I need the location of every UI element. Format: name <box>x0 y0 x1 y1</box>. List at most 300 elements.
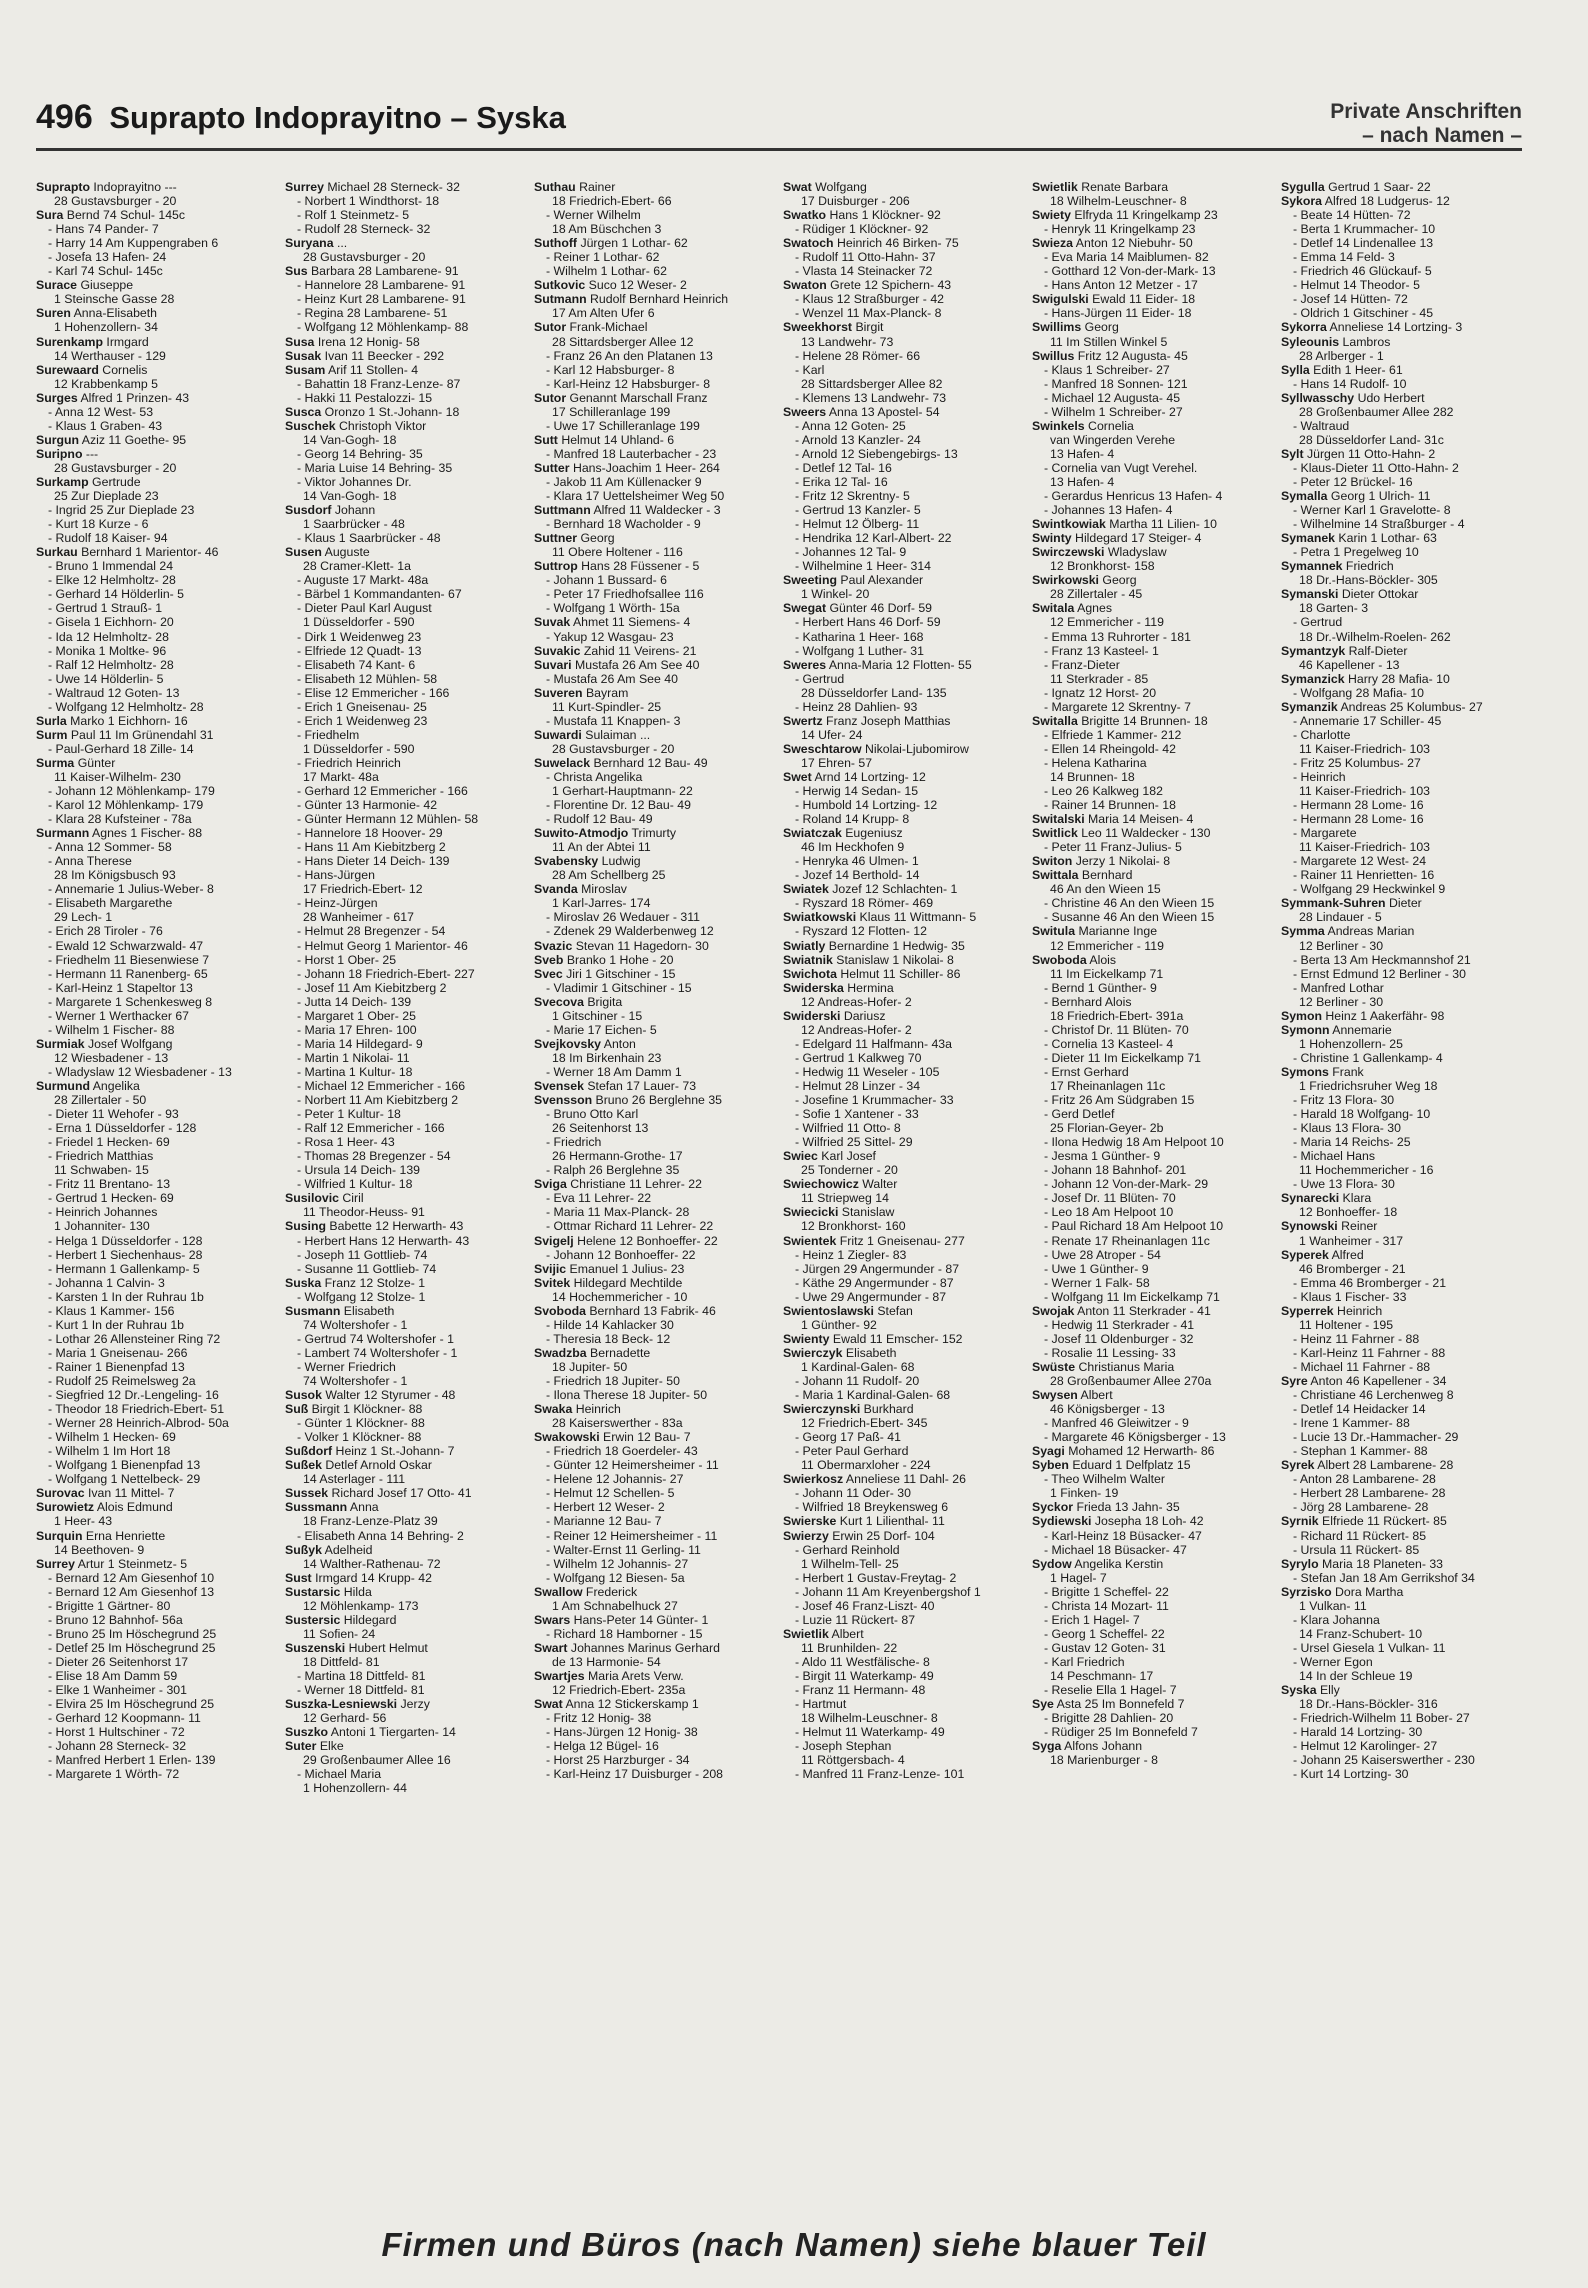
directory-entry: Swatoch Heinrich 46 Birken- 75 <box>783 236 959 251</box>
directory-entry: 14 Walther-Rathenau- 72 <box>303 1556 441 1571</box>
directory-entry: Surewaard Cornelis <box>36 362 148 377</box>
directory-entry: - Horst 25 Harzburger - 34 <box>546 1753 690 1768</box>
directory-entry: Suwito-Atmodjo Trimurty <box>534 826 677 841</box>
directory-entry: - Klaus 1 Kammer- 156 <box>48 1303 175 1318</box>
directory-entry: - Rainer 1 Bienenpfad 13 <box>48 1359 185 1374</box>
directory-entry: - Christa Angelika <box>546 769 643 784</box>
directory-entry: 11 Kaiser-Friedrich- 103 <box>1299 784 1430 799</box>
directory-entry: - Richard 11 Rückert- 85 <box>1293 1528 1427 1543</box>
directory-entry: - Reselie Ella 1 Hagel- 7 <box>1044 1683 1177 1698</box>
directory-entry: Suvakic Zahid 11 Veirens- 21 <box>534 643 697 658</box>
directory-entry: - Helmut Georg 1 Marientor- 46 <box>297 938 468 953</box>
directory-entry: - Hermann 1 Gallenkamp- 5 <box>48 1261 200 1276</box>
directory-entry: - Mustafa 26 Am See 40 <box>546 671 678 686</box>
directory-entry: Susam Arif 11 Stollen- 4 <box>285 362 419 377</box>
directory-entry: Swatko Hans 1 Klöckner- 92 <box>783 208 941 223</box>
directory-entry: - Johann 12 Von-der-Mark- 29 <box>1044 1177 1209 1192</box>
directory-entry: - Maria 1 Gneisenau- 266 <box>48 1345 188 1360</box>
directory-entry: 1 Karl-Jarres- 174 <box>552 896 651 911</box>
directory-entry: - Vladimir 1 Gitschiner - 15 <box>546 980 692 995</box>
directory-entry: - Bernhard 18 Wacholder - 9 <box>546 517 701 532</box>
directory-entry: - Wolfgang 12 Möhlenkamp- 88 <box>297 320 469 335</box>
directory-entry: - Eva 11 Lehrer- 22 <box>546 1191 652 1206</box>
directory-entry: - Karl-Heinz 17 Duisburger - 208 <box>546 1767 724 1782</box>
directory-entry: 12 Friedrich-Ebert- 235a <box>552 1683 686 1698</box>
directory-entry: - Rüdiger 1 Klöckner- 92 <box>795 222 929 237</box>
directory-entry: Susak Ivan 11 Beecker - 292 <box>285 348 445 363</box>
directory-entry: 18 Jupiter- 50 <box>552 1359 628 1374</box>
directory-entry: - Johann 12 Möhlenkamp- 179 <box>48 784 215 799</box>
directory-entry: Svitek Hildegard Mechtilde <box>534 1275 683 1290</box>
directory-entry: 17 Markt- 48a <box>303 769 379 784</box>
directory-entry: - Günter 13 Harmonie- 42 <box>297 798 438 813</box>
directory-entry: Swertz Franz Joseph Matthias <box>783 713 951 728</box>
directory-entry: - Gotthard 12 Von-der-Mark- 13 <box>1044 264 1216 279</box>
directory-entry: - Hans-Jürgen 11 Eider- 18 <box>1044 306 1192 321</box>
directory-entry: - Martina 18 Dittfeld- 81 <box>297 1668 426 1683</box>
directory-entry: Suveren Bayram <box>534 685 629 700</box>
directory-entry: 1 Wanheimer - 317 <box>1299 1233 1404 1248</box>
directory-entry: - Zdenek 29 Walderbenweg 12 <box>546 924 714 939</box>
directory-entry: 46 Im Heckhofen 9 <box>801 840 905 855</box>
directory-entry: - Lambert 74 Woltershofer - 1 <box>297 1345 458 1360</box>
directory-entry: 11 Kaiser-Wilhelm- 230 <box>54 769 181 784</box>
directory-entry: - Johann 12 Bonhoeffer- 22 <box>546 1247 696 1262</box>
directory-entry: - Christine 46 An den Wieen 15 <box>1044 896 1215 911</box>
directory-entry: - Miroslav 26 Wedauer - 311 <box>546 910 701 925</box>
directory-entry: - Margarete 1 Wörth- 72 <box>48 1767 180 1782</box>
directory-entry: 11 Hochemmericher - 16 <box>1299 1163 1434 1178</box>
directory-entry: Syperek Alfred <box>1281 1247 1364 1262</box>
directory-entry: Sydow Angelika Kerstin <box>1032 1556 1164 1571</box>
directory-entry: Sutmann Rudolf Bernhard Heinrich <box>534 292 729 307</box>
directory-entry: - Hilde 14 Kahlacker 30 <box>546 1317 674 1332</box>
directory-entry: - Michael 12 Emmericher - 166 <box>297 1079 466 1093</box>
directory-entry: 14 Ufer- 24 <box>801 727 863 742</box>
directory-entry: Swiatly Bernardine 1 Hedwig- 35 <box>783 938 965 953</box>
directory-entry: - Gerhard 12 Emmericher - 166 <box>297 784 468 799</box>
directory-entry: - Susanne 46 An den Wieen 15 <box>1044 910 1215 925</box>
directory-entry: 28 Sittardsberger Allee 82 <box>801 376 943 391</box>
directory-entry: - Gerardus Henricus 13 Hafen- 4 <box>1044 489 1223 504</box>
directory-entry: - Dirk 1 Weidenweg 23 <box>297 629 422 644</box>
directory-entry: Susdorf Johann <box>285 503 376 518</box>
directory-entry: Swinty Hildegard 17 Steiger- 4 <box>1032 531 1202 546</box>
directory-entry: Surm Paul 11 Im Grünendahl 31 <box>36 727 214 742</box>
directory-entry: - Wilfried 1 Kultur- 18 <box>297 1177 413 1192</box>
directory-entry: - Elfriede 1 Kammer- 212 <box>1044 727 1182 742</box>
directory-entry: - Birgit 11 Waterkamp- 49 <box>795 1668 934 1683</box>
directory-entry: - Rudolf 12 Bau- 49 <box>546 812 653 827</box>
directory-entry: - Johann 28 Sterneck- 32 <box>48 1739 187 1754</box>
directory-entry: Susen Auguste <box>285 545 370 560</box>
directory-entry: Swietlik Renate Barbara <box>1032 180 1169 194</box>
directory-entry: Svoboda Bernhard 13 Fabrik- 46 <box>534 1303 716 1318</box>
directory-entry: Swiechowicz Walter <box>783 1177 898 1192</box>
directory-entry: 12 Bronkhorst- 160 <box>801 1219 906 1234</box>
directory-entry: - Reiner 1 Lothar- 62 <box>546 250 660 265</box>
directory-entry: 12 Möhlenkamp- 173 <box>303 1598 419 1613</box>
directory-entry: - Paul Richard 18 Am Helpoot 10 <box>1044 1219 1224 1234</box>
footer-note: Firmen und Büros (nach Namen) siehe blauer Teil <box>381 2226 1207 2263</box>
directory-column-4 <box>783 180 1025 2190</box>
directory-entry: - Charlotte <box>1293 727 1351 742</box>
directory-entry: - Ottmar Richard 11 Lehrer- 22 <box>546 1219 714 1234</box>
directory-entry: 12 Andreas-Hofer- 2 <box>801 994 912 1009</box>
directory-entry: - Karl-Heinz 11 Fahrner - 88 <box>1293 1345 1446 1360</box>
directory-entry: - Fritz 13 Flora- 30 <box>1293 1093 1395 1108</box>
directory-entry: - Werner 18 Am Damm 1 <box>546 1064 682 1079</box>
directory-entry: 1 Kardinal-Galen- 68 <box>801 1359 915 1374</box>
directory-entry: - Rudolf 11 Otto-Hahn- 37 <box>795 250 936 265</box>
directory-entry: Syrylo Maria 18 Planeten- 33 <box>1281 1556 1444 1571</box>
directory-entry: Swet Arnd 14 Lortzing- 12 <box>783 769 926 784</box>
directory-entry: 1 Winkel- 20 <box>801 587 870 602</box>
directory-entry: 1 Düsseldorfer - 590 <box>303 741 415 756</box>
directory-entry: - Helmut 14 Theodor- 5 <box>1293 278 1420 293</box>
directory-entry: Swillus Fritz 12 Augusta- 45 <box>1032 348 1188 363</box>
directory-entry: - Berta 13 Am Heckmannshof 21 <box>1293 952 1471 967</box>
directory-entry: 14 Asterlager - 111 <box>303 1472 406 1487</box>
directory-entry: - Kurt 1 In der Ruhrau 1b <box>48 1317 185 1332</box>
directory-column-5 <box>1032 180 1274 2190</box>
header-rule <box>36 148 1522 151</box>
directory-entry: - Theo Wilhelm Walter <box>1044 1472 1165 1487</box>
directory-entry: - Elisabeth 12 Mühlen- 58 <box>297 671 438 686</box>
directory-entry: - Erich 1 Gneisenau- 25 <box>297 699 427 714</box>
directory-entry: - Josef Dr. 11 Blüten- 70 <box>1044 1191 1176 1206</box>
directory-entry: - Maria Luise 14 Behring- 35 <box>297 460 453 475</box>
directory-entry: 1 Gitschiner - 15 <box>552 1008 643 1023</box>
directory-entry: - Michael Maria <box>297 1767 382 1782</box>
directory-entry: - Rainer 14 Brunnen- 18 <box>1044 798 1176 813</box>
directory-entry: - Herbert Hans 12 Herwarth- 43 <box>297 1233 470 1248</box>
directory-entry: - Hannelore 18 Hoover- 29 <box>297 826 443 841</box>
directory-entry: - Wolfgang 11 Im Eickelkamp 71 <box>1044 1289 1220 1304</box>
directory-entry: - Ernst Edmund 12 Berliner - 30 <box>1293 966 1466 981</box>
directory-entry: Syska Elly <box>1281 1683 1340 1698</box>
directory-entry: 18 Friedrich-Ebert- 391a <box>1050 1008 1184 1023</box>
directory-entry: - Karol 12 Möhlenkamp- 179 <box>48 798 204 813</box>
directory-entry: Svijic Emanuel 1 Julius- 23 <box>534 1261 685 1276</box>
page-number: 496 <box>36 98 93 136</box>
directory-entry: - Friedel 1 Hecken- 69 <box>48 1135 170 1150</box>
directory-entry: Susa Irena 12 Honig- 58 <box>285 334 420 349</box>
directory-entry: - Josef 11 Am Kiebitzberg 2 <box>297 980 447 995</box>
directory-entry: - Bernard 12 Am Giesenhof 10 <box>48 1570 215 1585</box>
directory-entry: - Karl-Heinz 18 Büsacker- 47 <box>1044 1528 1202 1543</box>
directory-entry: Swiatczak Eugeniusz <box>783 826 903 841</box>
directory-entry: - Gertrud <box>1293 615 1343 630</box>
directory-column-1 <box>36 180 278 2190</box>
directory-entry: 11 Theodor-Heuss- 91 <box>303 1205 425 1220</box>
directory-entry: Syre Anton 46 Kapellener - 34 <box>1281 1373 1447 1388</box>
directory-entry: - Volker 1 Klöckner- 88 <box>297 1430 422 1445</box>
directory-entry: 25 Zur Dieplade 23 <box>54 489 159 504</box>
directory-entry: Svanda Miroslav <box>534 882 627 897</box>
directory-entry: - Detlef 25 Im Höschegrund 25 <box>48 1640 216 1655</box>
directory-entry: - Wolfgang 1 Wörth- 15a <box>546 601 680 616</box>
directory-entry: Symma Andreas Marian <box>1281 924 1415 939</box>
directory-entry: 11 An der Abtei 11 <box>552 840 651 855</box>
directory-entry: Suwelack Bernhard 12 Bau- 49 <box>534 755 708 770</box>
directory-entry: 12 Emmericher - 119 <box>1050 615 1164 630</box>
directory-entry: - Hermann 11 Ranenberg- 65 <box>48 966 208 981</box>
directory-entry: - Heinz 11 Fahrner - 88 <box>1293 1331 1420 1346</box>
directory-entry: - Rosalie 11 Lessing- 33 <box>1044 1345 1176 1360</box>
directory-entry: 18 Am Büschchen 3 <box>552 222 662 237</box>
directory-entry: - Wolfgang 1 Luther- 31 <box>795 643 924 658</box>
directory-entry: - Brigitte 28 Dahlien- 20 <box>1044 1711 1174 1726</box>
directory-entry: - Elfriede 12 Quadt- 13 <box>297 643 422 658</box>
directory-entry: 12 Bonhoeffer- 18 <box>1299 1205 1398 1220</box>
directory-entry: - Norbert 11 Am Kiebitzberg 2 <box>297 1093 459 1108</box>
directory-entry: - Werner Friedrich <box>297 1359 396 1374</box>
directory-entry: - Joseph Stephan <box>795 1739 892 1754</box>
directory-entry: - Klaus 1 Schreiber- 27 <box>1044 362 1170 377</box>
directory-entry: Swirkowski Georg <box>1032 573 1137 588</box>
directory-entry: 74 Woltershofer - 1 <box>303 1373 408 1388</box>
directory-entry: Sußek Detlef Arnold Oskar <box>285 1458 432 1473</box>
directory-entry: - Harald 14 Lortzing- 30 <box>1293 1725 1423 1740</box>
directory-entry: - Peter 1 Kultur- 18 <box>297 1107 401 1122</box>
directory-entry: - Elke 12 Helmholtz- 28 <box>48 573 176 588</box>
directory-entry: Sura Bernd 74 Schul- 145c <box>36 208 186 223</box>
directory-entry: - Hans-Jürgen <box>297 868 375 883</box>
directory-entry: - Franz 11 Hermann- 48 <box>795 1683 926 1698</box>
directory-entry: - Anna 12 Goten- 25 <box>795 418 906 433</box>
directory-entry: 13 Hafen- 4 <box>1050 446 1115 461</box>
directory-entry: - Heinrich <box>1293 769 1346 784</box>
directory-entry: 1 Hohenzollern- 44 <box>303 1781 407 1796</box>
directory-entry: - Gerhard 12 Koopmann- 11 <box>48 1711 201 1726</box>
directory-entry: Sutter Hans-Joachim 1 Heer- 264 <box>534 460 720 475</box>
directory-entry: - Leo 18 Am Helpoot 10 <box>1044 1205 1174 1220</box>
directory-entry: 26 Seitenhorst 13 <box>552 1121 649 1136</box>
directory-entry: - Michael 12 Augusta- 45 <box>1044 390 1181 405</box>
directory-entry: 29 Lech- 1 <box>54 910 113 925</box>
directory-entry: Sussek Richard Josef 17 Otto- 41 <box>285 1486 472 1501</box>
directory-entry: - Hans 14 Rudolf- 10 <box>1293 376 1407 391</box>
directory-entry: - Herbert Hans 46 Dorf- 59 <box>795 615 941 630</box>
directory-entry: Symanek Karin 1 Lothar- 63 <box>1281 531 1437 546</box>
directory-entry: Svigelj Helene 12 Bonhoeffer- 22 <box>534 1233 718 1248</box>
directory-entry: Sust Irmgard 14 Krupp- 42 <box>285 1570 432 1585</box>
directory-entry: Swiecicki Stanislaw <box>783 1205 895 1220</box>
directory-columns <box>36 180 1522 2190</box>
directory-entry: - Friedrich Matthias <box>48 1149 154 1164</box>
directory-entry: - Ursel Giesela 1 Vulkan- 11 <box>1293 1640 1446 1655</box>
directory-entry: - Lucie 13 Dr.-Hammacher- 29 <box>1293 1430 1459 1445</box>
directory-entry: 18 Marienburger - 8 <box>1050 1753 1158 1768</box>
directory-entry: 13 Landwehr- 73 <box>801 334 894 349</box>
directory-entry: - Fritz 26 Am Südgraben 15 <box>1044 1093 1195 1108</box>
directory-entry: - Mustafa 11 Knappen- 3 <box>546 713 681 728</box>
directory-entry: Syperrek Heinrich <box>1281 1303 1383 1318</box>
directory-entry: 1 Saarbrücker - 48 <box>303 517 405 532</box>
directory-entry: Swietlik Albert <box>783 1626 864 1641</box>
directory-entry: - Friedrich 18 Goerdeler- 43 <box>546 1444 698 1459</box>
directory-entry: Swart Johannes Marinus Gerhard <box>534 1640 720 1655</box>
directory-entry: Swintkowiak Martha 11 Lilien- 10 <box>1032 517 1218 532</box>
directory-entry: - Ilona Hedwig 18 Am Helpoot 10 <box>1044 1135 1224 1150</box>
directory-entry: 18 Garten- 3 <box>1299 601 1369 616</box>
directory-entry: 11 Schwaben- 15 <box>54 1163 149 1178</box>
directory-entry: - Michael 11 Fahrner - 88 <box>1293 1359 1431 1374</box>
directory-entry: - Gerd Detlef <box>1044 1107 1115 1122</box>
directory-entry: Suszko Antoni 1 Tiergarten- 14 <box>285 1725 456 1740</box>
directory-entry: - Waltraud 12 Goten- 13 <box>48 685 180 700</box>
directory-entry: - Dieter 26 Seitenhorst 17 <box>48 1654 189 1669</box>
directory-entry: - Thomas 28 Bregenzer - 54 <box>297 1149 451 1164</box>
directory-entry: - Bruno 25 Im Höschegrund 25 <box>48 1626 217 1641</box>
directory-entry: - Gertrud <box>795 671 845 686</box>
directory-entry: - Franz 13 Kasteel- 1 <box>1044 643 1159 658</box>
directory-entry: Sygulla Gertrud 1 Saar- 22 <box>1281 180 1431 194</box>
directory-entry: 11 Röttgersbach- 4 <box>801 1753 905 1768</box>
directory-entry: - Friedhelm 11 Biesenwiese 7 <box>48 952 210 967</box>
directory-entry: - Wenzel 11 Max-Planck- 8 <box>795 306 942 321</box>
directory-entry: - Johannes 13 Hafen- 4 <box>1044 503 1173 518</box>
directory-entry: - Wilhelm 1 Fischer- 88 <box>48 1022 175 1037</box>
directory-entry: Surma Günter <box>36 755 116 770</box>
directory-entry: Swierske Kurt 1 Lilienthal- 11 <box>783 1514 945 1529</box>
directory-entry: 28 Gustavsburger - 20 <box>54 460 177 475</box>
directory-entry: - Rosa 1 Heer- 43 <box>297 1135 395 1150</box>
directory-entry: Sviga Christiane 11 Lehrer- 22 <box>534 1177 702 1192</box>
directory-entry: - Manfred 18 Sonnen- 121 <box>1044 376 1188 391</box>
directory-entry: - Klaus 1 Graben- 43 <box>48 418 163 433</box>
directory-entry: - Helmut 12 Karolinger- 27 <box>1293 1739 1438 1754</box>
directory-entry: - Christine 1 Gallenkamp- 4 <box>1293 1050 1443 1065</box>
directory-entry: Syrzisko Dora Martha <box>1281 1584 1404 1599</box>
directory-entry: - Herbert 1 Siechenhaus- 28 <box>48 1247 203 1262</box>
directory-entry: - Werner 18 Dittfeld- 81 <box>297 1683 425 1698</box>
directory-entry: - Manfred 11 Franz-Lenze- 101 <box>795 1767 965 1782</box>
directory-entry: Sylla Edith 1 Heer- 61 <box>1281 362 1403 377</box>
directory-entry: - Emma 13 Ruhrorter - 181 <box>1044 629 1191 644</box>
directory-entry: Swiatnik Stanislaw 1 Nikolai- 8 <box>783 952 954 967</box>
directory-entry: - Hermann 28 Lome- 16 <box>1293 812 1424 827</box>
directory-entry: - Richard 18 Hamborner - 15 <box>546 1626 703 1641</box>
directory-entry: - Maria 17 Ehren- 100 <box>297 1022 417 1037</box>
directory-entry: - Maria 1 Kardinal-Galen- 68 <box>795 1388 951 1403</box>
directory-entry: 1 Gerhart-Hauptmann- 22 <box>552 784 693 799</box>
directory-entry: 28 Zillertaler - 45 <box>1050 587 1143 602</box>
section-subtitle: – nach Namen – <box>1362 124 1522 147</box>
directory-entry: - Wolfgang 29 Heckwinkel 9 <box>1293 882 1446 897</box>
directory-entry: - Fritz 11 Brentano- 13 <box>48 1177 171 1192</box>
directory-entry: Suska Franz 12 Stolze- 1 <box>285 1275 426 1290</box>
directory-entry: - Christa 14 Mozart- 11 <box>1044 1598 1169 1613</box>
directory-entry: Swat Anna 12 Stickerskamp 1 <box>534 1697 699 1712</box>
directory-entry: - Sofie 1 Xantener - 33 <box>795 1107 919 1122</box>
directory-entry: 28 Zillertaler - 50 <box>54 1093 147 1108</box>
directory-entry: - Manfred 46 Gleiwitzer - 9 <box>1044 1416 1189 1431</box>
directory-entry: - Johannes 12 Tal- 9 <box>795 545 907 560</box>
directory-entry: - Cornelia 13 Kasteel- 4 <box>1044 1036 1174 1051</box>
directory-entry: Swierzy Erwin 25 Dorf- 104 <box>783 1528 935 1543</box>
directory-entry: - Wilhelm 1 Hecken- 69 <box>48 1430 176 1445</box>
directory-entry: - Margarete 1 Schenkesweg 8 <box>48 994 213 1009</box>
directory-entry: - Joseph 11 Gottlieb- 74 <box>297 1247 428 1262</box>
directory-entry: Switula Marianne Inge <box>1032 924 1158 939</box>
directory-entry: Swienty Ewald 11 Emscher- 152 <box>783 1331 963 1346</box>
directory-entry: Suttner Georg <box>534 531 615 546</box>
directory-entry: - Anton 28 Lambarene- 28 <box>1293 1472 1436 1487</box>
directory-entry: - Elise 12 Emmericher - 166 <box>297 685 450 700</box>
directory-entry: - Karl 12 Habsburger- 8 <box>546 362 675 377</box>
directory-entry: - Klara 17 Uettelsheimer Weg 50 <box>546 489 725 504</box>
directory-entry: - Fritz 12 Skrentny- 5 <box>795 489 910 504</box>
directory-entry: Switala Agnes <box>1032 601 1112 616</box>
directory-entry: 28 Sittardsberger Allee 12 <box>552 334 694 349</box>
directory-entry: Surrey Michael 28 Sterneck- 32 <box>285 180 460 194</box>
directory-entry: - Klaus-Dieter 11 Otto-Hahn- 2 <box>1293 460 1459 475</box>
directory-entry: - Georg 17 Paß- 41 <box>795 1430 901 1445</box>
directory-entry: - Heinz 1 Ziegler- 83 <box>795 1247 907 1262</box>
directory-entry: 1 Hagel- 7 <box>1050 1570 1107 1585</box>
directory-entry: Sutt Helmut 14 Uhland- 6 <box>534 432 675 447</box>
directory-entry: - Wolfgang 1 Bienenpfad 13 <box>48 1458 201 1473</box>
directory-entry: Swiatkowski Klaus 11 Wittmann- 5 <box>783 910 977 925</box>
directory-entry: - Wolfgang 12 Stolze- 1 <box>297 1289 426 1304</box>
directory-entry: 18 Franz-Lenze-Platz 39 <box>303 1514 438 1529</box>
directory-entry: Symmank-Suhren Dieter <box>1281 896 1422 911</box>
directory-entry: - Peter 17 Friedhofsallee 116 <box>546 587 704 602</box>
directory-entry: 18 Wilhelm-Leuschner- 8 <box>801 1711 938 1726</box>
directory-entry: - Josefine 1 Krummacher- 33 <box>795 1093 954 1108</box>
directory-entry: - Franz 26 An den Platanen 13 <box>546 348 713 363</box>
directory-entry: Swars Hans-Peter 14 Günter- 1 <box>534 1612 709 1627</box>
directory-entry: - Johann 1 Bussard- 6 <box>546 573 667 588</box>
directory-entry: - Werner Karl 1 Gravelotte- 8 <box>1293 503 1451 518</box>
directory-entry: - Elisabeth Margarethe <box>48 896 173 911</box>
directory-entry: Suren Anna-Elisabeth <box>36 306 157 321</box>
directory-entry: Suttmann Alfred 11 Waldecker - 3 <box>534 503 721 518</box>
directory-entry: - Georg 14 Behring- 35 <box>297 446 423 461</box>
directory-column-2 <box>285 180 527 2190</box>
directory-entry: Surovac Ivan 11 Mittel- 7 <box>36 1486 175 1501</box>
directory-entry: Surace Giuseppe <box>36 278 134 293</box>
directory-entry: Swierczynski Burkhard <box>783 1402 914 1417</box>
directory-entry: Syga Alfons Johann <box>1032 1739 1143 1754</box>
directory-entry: - Bernard 12 Am Giesenhof 13 <box>48 1584 215 1599</box>
directory-entry: - Florentine Dr. 12 Bau- 49 <box>546 798 691 813</box>
directory-entry: - Hedwig 11 Weseler - 105 <box>795 1064 940 1079</box>
directory-entry: Sussmann Anna <box>285 1500 379 1515</box>
directory-entry: - Karl-Heinz 1 Stapeltor 13 <box>48 980 193 995</box>
directory-entry: - Werner 1 Falk- 58 <box>1044 1275 1150 1290</box>
directory-column-3 <box>534 180 776 2190</box>
directory-entry: 28 Im Königsbusch 93 <box>54 868 176 883</box>
directory-entry: - Bernhard Alois <box>1044 994 1132 1009</box>
directory-entry: Sweres Anna-Maria 12 Flotten- 55 <box>783 657 972 672</box>
directory-entry: Syrnik Elfriede 11 Rückert- 85 <box>1281 1514 1447 1529</box>
directory-entry: - Werner Egon <box>1293 1654 1373 1669</box>
directory-entry: - Hans 74 Pander- 7 <box>48 222 159 237</box>
directory-entry: - Elvira 25 Im Höschegrund 25 <box>48 1697 215 1712</box>
directory-entry: Sykorra Anneliese 14 Lortzing- 3 <box>1281 320 1463 335</box>
directory-entry: - Werner 1 Werthacker 67 <box>48 1008 190 1023</box>
directory-entry: Sweeting Paul Alexander <box>783 573 924 588</box>
directory-entry: - Klara Johanna <box>1293 1612 1380 1627</box>
directory-entry: Suvak Ahmet 11 Siemens- 4 <box>534 615 691 630</box>
directory-entry: Symannek Friedrich <box>1281 559 1394 574</box>
directory-entry: Surgun Aziz 11 Goethe- 95 <box>36 432 187 447</box>
directory-entry: - Hedwig 11 Sterkrader - 41 <box>1044 1317 1195 1332</box>
directory-entry: Surges Alfred 1 Prinzen- 43 <box>36 390 190 405</box>
